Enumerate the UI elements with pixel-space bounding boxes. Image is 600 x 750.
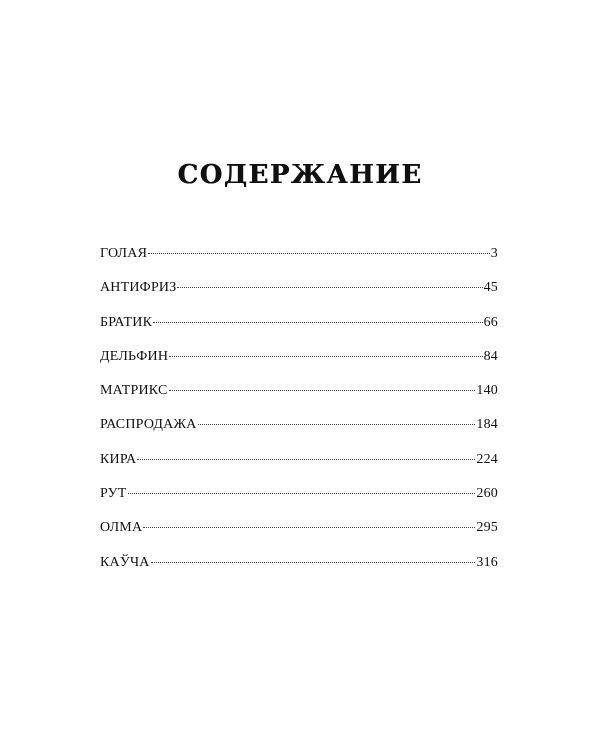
toc-entry-page-number: 224 <box>476 451 498 467</box>
toc-entry-page-number: 84 <box>483 348 498 364</box>
dot-leader <box>177 287 482 288</box>
toc-entry-title: ОЛМА <box>100 520 143 536</box>
toc-entry-title: БРАТИК <box>100 314 153 330</box>
toc-entry <box>100 383 498 417</box>
toc-entry <box>100 520 498 554</box>
dot-leader <box>137 459 475 460</box>
toc-entry-page-number: 316 <box>476 554 498 570</box>
toc-entry-title: АНТИФРИЗ <box>100 280 177 296</box>
toc-entry-title: ДЕЛЬФИН <box>100 348 169 364</box>
toc-entry-title: РАСПРОДАЖА <box>100 417 197 433</box>
dot-leader <box>198 424 476 425</box>
table-of-contents <box>100 246 498 589</box>
toc-entry-page-number: 3 <box>490 246 498 261</box>
toc-entry-title: РУТ <box>100 486 127 502</box>
toc-entry-page-number: 140 <box>476 383 498 399</box>
dot-leader <box>143 527 475 528</box>
dot-leader <box>153 322 482 323</box>
dot-leader <box>128 493 476 494</box>
contents-title: СОДЕРЖАНИЕ <box>177 160 423 190</box>
toc-entry-page-number: 295 <box>476 520 498 536</box>
toc-entry <box>100 246 498 280</box>
toc-entry-page-number: 260 <box>476 486 498 502</box>
dot-leader <box>151 562 476 563</box>
toc-entry <box>100 417 498 451</box>
toc-entry-page-number: 184 <box>476 417 498 433</box>
toc-entry-title: МАТРИКС <box>100 383 168 399</box>
toc-entry <box>100 315 498 349</box>
toc-entry-page-number: 66 <box>483 314 498 330</box>
toc-entry <box>100 486 498 520</box>
toc-entry-title: КАЎЧА <box>100 554 150 570</box>
toc-entry-title: КИРА <box>100 451 137 467</box>
dot-leader <box>169 390 476 391</box>
dot-leader <box>148 253 490 254</box>
toc-entry <box>100 555 498 589</box>
toc-entry <box>100 280 498 314</box>
toc-entry <box>100 452 498 486</box>
dot-leader <box>169 356 482 357</box>
toc-entry <box>100 349 498 383</box>
toc-entry-title: ГОЛАЯ <box>100 246 148 261</box>
toc-entry-page-number: 45 <box>483 280 498 296</box>
